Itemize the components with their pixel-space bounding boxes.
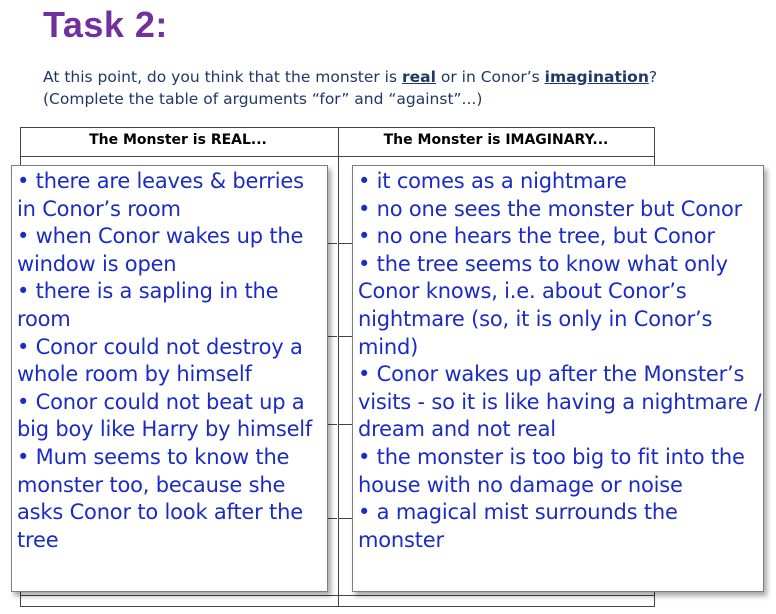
list-item: • Mum seems to know the monster too, because she asks Conor to look after the tree	[17, 444, 327, 554]
imaginary-arguments-card	[352, 165, 764, 592]
table-row-rule	[338, 243, 352, 244]
table-row-rule	[328, 424, 337, 425]
instructions	[43, 66, 743, 110]
list-item: • there are leaves & berries in Conor’s room	[17, 168, 327, 223]
imaginary-arguments-list	[358, 168, 763, 554]
table-row-rule	[328, 518, 337, 519]
list-item: • there is a sapling in the room	[17, 278, 327, 333]
list-item: • no one sees the monster but Conor	[358, 196, 763, 224]
real-arguments-card	[11, 165, 328, 592]
list-item: • the tree seems to know what only Conor knows, i.e. about Conor’s nightmare (so, it is only in Conor’s mind)	[358, 251, 763, 361]
table-bottom-rule	[21, 595, 654, 596]
table-row-rule	[328, 336, 337, 337]
table-row-rule	[328, 243, 337, 244]
real-arguments-list	[17, 168, 327, 554]
instructions-text: or in Conor’s	[435, 68, 545, 86]
instructions-text: ?	[648, 68, 658, 86]
instructions-line-2: (Complete the table of arguments “for” and “against”...)	[43, 90, 483, 108]
header-imaginary: The Monster is IMAGINARY...	[383, 132, 609, 148]
table-divider	[338, 128, 339, 606]
list-item: • a magical mist surrounds the monster	[358, 499, 763, 554]
list-item: • Conor could not beat up a big boy like Harry by himself	[17, 389, 327, 444]
list-item: • when Conor wakes up the window is open	[17, 223, 327, 278]
table-row-rule	[338, 424, 352, 425]
table-row-rule	[338, 518, 352, 519]
list-item: • the monster is too big to fit into the house with no damage or noise	[358, 444, 763, 499]
list-item: • Conor could not destroy a whole room by himself	[17, 334, 327, 389]
list-item: • no one hears the tree, but Conor	[358, 223, 763, 251]
keyword-imagination: imagination	[544, 68, 649, 86]
header-real: The Monster is REAL...	[89, 132, 267, 148]
instructions-line-1	[43, 66, 743, 88]
list-item: • it comes as a nightmare	[358, 168, 763, 196]
keyword-real: real	[402, 68, 436, 86]
instructions-text: At this point, do you think that the monster is	[43, 68, 402, 86]
list-item: • Conor wakes up after the Monster’s visits - so it is like having a nightmare / dream and not real	[358, 361, 763, 444]
task-title: Task 2:	[43, 4, 168, 45]
table-header-rule	[21, 156, 654, 157]
table-row-rule	[338, 336, 352, 337]
